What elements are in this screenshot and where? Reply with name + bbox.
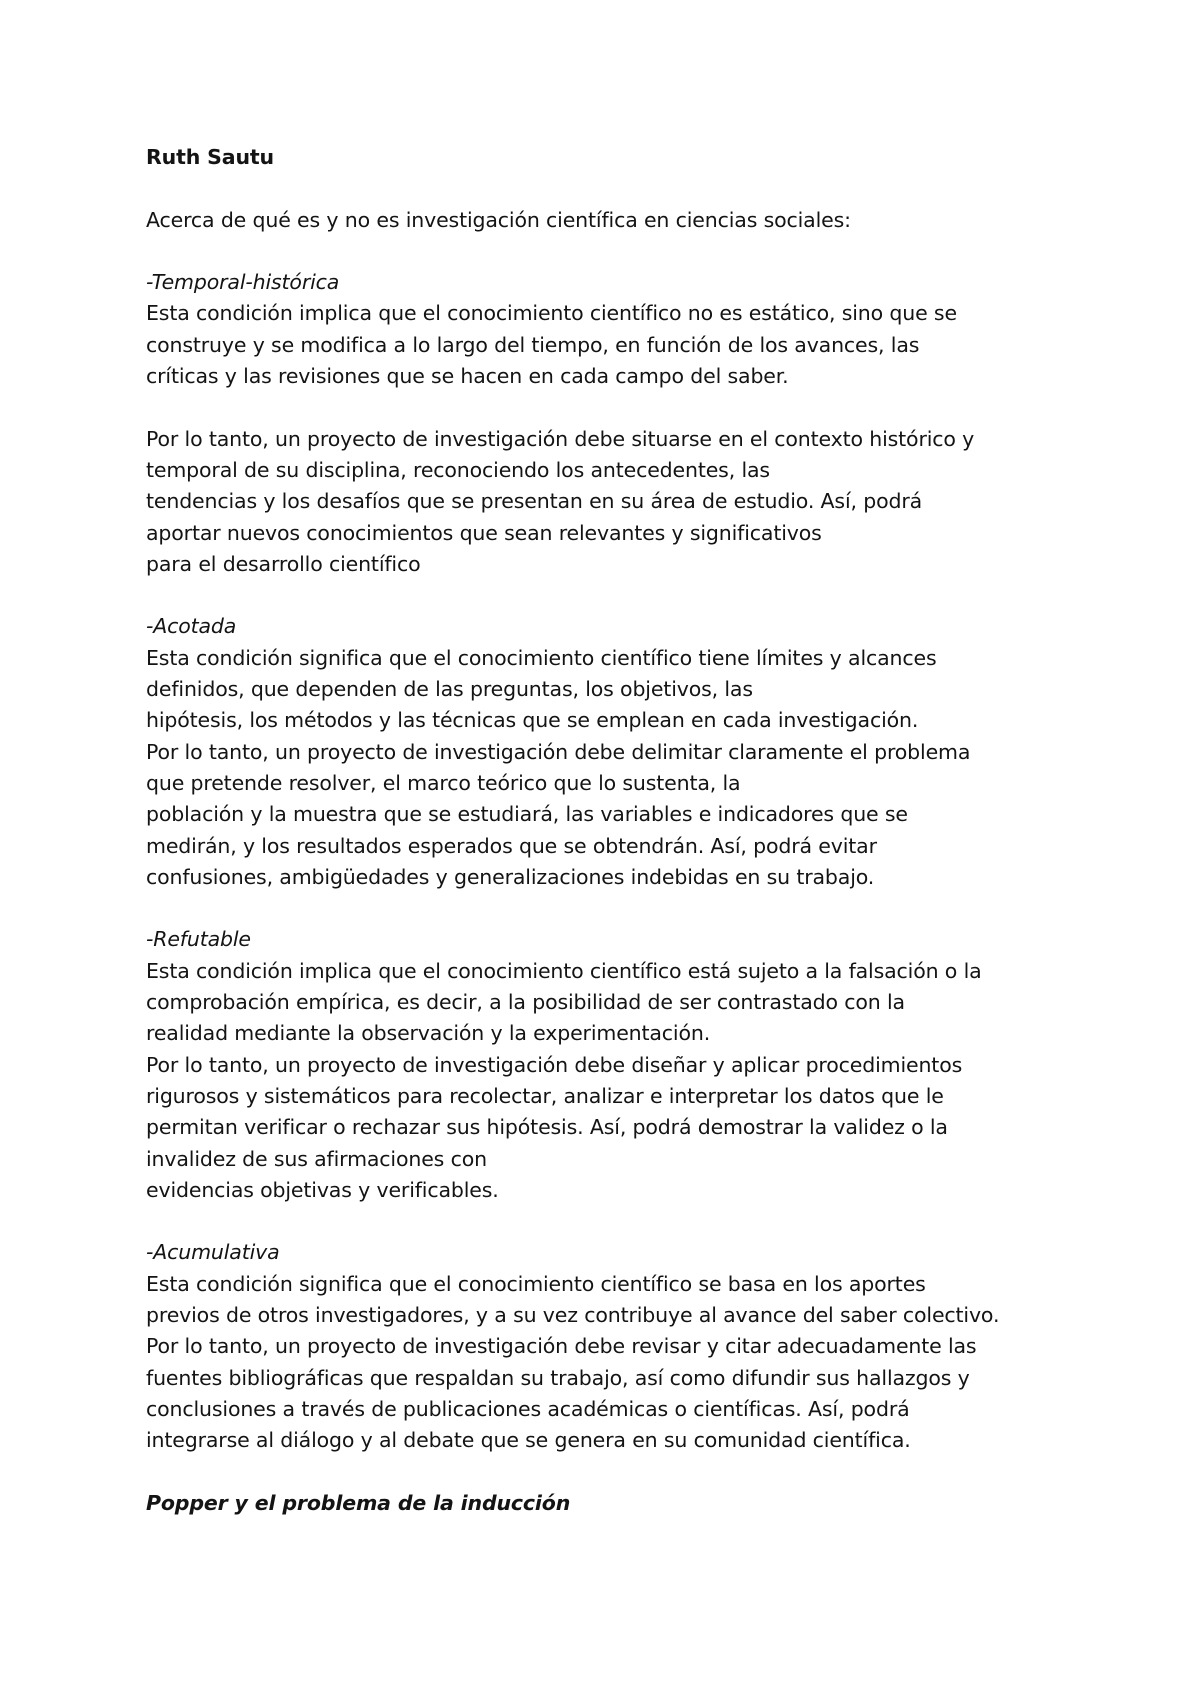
section-heading-temporal: -Temporal-histórica — [146, 270, 340, 295]
author-heading: Ruth Sautu — [146, 145, 274, 169]
paragraph-line: permitan verificar o rechazar sus hipótesis. Así, podrá demostrar la validez o la — [146, 1115, 948, 1140]
paragraph-line: Por lo tanto, un proyecto de investigación debe situarse en el contexto histórico y — [146, 426, 975, 451]
paragraph-line: invalidez de sus afirmaciones con — [146, 1146, 487, 1171]
spacer — [146, 173, 1086, 204]
paragraph-line: comprobación empírica, es decir, a la posibilidad de ser contrastado con la — [146, 990, 905, 1015]
paragraph-line: fuentes bibliográficas que respaldan su trabajo, así como difundir sus hallazgos y — [146, 1365, 970, 1390]
paragraph-line: Esta condición significa que el conocimiento científico tiene límites y alcances — [146, 645, 937, 670]
paragraph-line: que pretende resolver, el marco teórico que lo sustenta, la — [146, 770, 741, 795]
spacer — [146, 1456, 1086, 1487]
spacer — [146, 893, 1086, 924]
paragraph-line: rigurosos y sistemáticos para recolectar, analizar e interpretar los datos que le — [146, 1083, 944, 1108]
paragraph-line: Por lo tanto, un proyecto de investigación debe delimitar claramente el problema — [146, 739, 971, 764]
paragraph-line: Por lo tanto, un proyecto de investigación debe diseñar y aplicar procedimientos — [146, 1052, 963, 1077]
paragraph-line: construye y se modifica a lo largo del tiempo, en función de los avances, las — [146, 332, 920, 357]
paragraph-line: aportar nuevos conocimientos que sean relevantes y significativos — [146, 520, 822, 545]
document-body — [146, 142, 1086, 1519]
paragraph-line: evidencias objetivas y verificables. — [146, 1177, 499, 1202]
spacer — [146, 236, 1086, 267]
paragraph-line: temporal de su disciplina, reconociendo los antecedentes, las — [146, 457, 770, 482]
paragraph-line: integrarse al diálogo y al debate que se genera en su comunidad científica. — [146, 1428, 911, 1453]
paragraph-line: medirán, y los resultados esperados que se obtendrán. Así, podrá evitar — [146, 833, 877, 858]
spacer — [146, 580, 1086, 611]
paragraph-line: Esta condición implica que el conocimiento científico no es estático, sino que se — [146, 301, 957, 326]
intro-text: Acerca de qué es y no es investigación científica en ciencias sociales: — [146, 207, 851, 232]
paragraph-line: tendencias y los desafíos que se presentan en su área de estudio. Así, podrá — [146, 489, 923, 514]
closing-heading: Popper y el problema de la inducción — [146, 1490, 571, 1515]
paragraph-line: realidad mediante la observación y la experimentación. — [146, 1021, 711, 1046]
paragraph-line: definidos, que dependen de las preguntas, los objetivos, las — [146, 677, 753, 702]
paragraph-line: críticas y las revisiones que se hacen en cada campo del saber. — [146, 364, 789, 389]
section-heading-acotada: -Acotada — [146, 614, 237, 639]
paragraph-line: previos de otros investigadores, y a su vez contribuye al avance del saber colectivo. — [146, 1302, 1000, 1327]
paragraph-line: hipótesis, los métodos y las técnicas que se emplean en cada investigación. — [146, 708, 919, 733]
paragraph-line: para el desarrollo científico — [146, 551, 421, 576]
spacer — [146, 392, 1086, 423]
paragraph-line: Esta condición implica que el conocimiento científico está sujeto a la falsación o la — [146, 958, 982, 983]
paragraph-line: conclusiones a través de publicaciones académicas o científicas. Así, podrá — [146, 1396, 910, 1421]
paragraph-line: Esta condición significa que el conocimiento científico se basa en los aportes — [146, 1271, 926, 1296]
paragraph-line: confusiones, ambigüedades y generalizaciones indebidas en su trabajo. — [146, 864, 875, 889]
paragraph-line: población y la muestra que se estudiará, las variables e indicadores que se — [146, 802, 908, 827]
section-heading-refutable: -Refutable — [146, 927, 251, 952]
spacer — [146, 1206, 1086, 1237]
paragraph-line: Por lo tanto, un proyecto de investigación debe revisar y citar adecuadamente las — [146, 1334, 977, 1359]
section-heading-acumulativa: -Acumulativa — [146, 1240, 280, 1265]
